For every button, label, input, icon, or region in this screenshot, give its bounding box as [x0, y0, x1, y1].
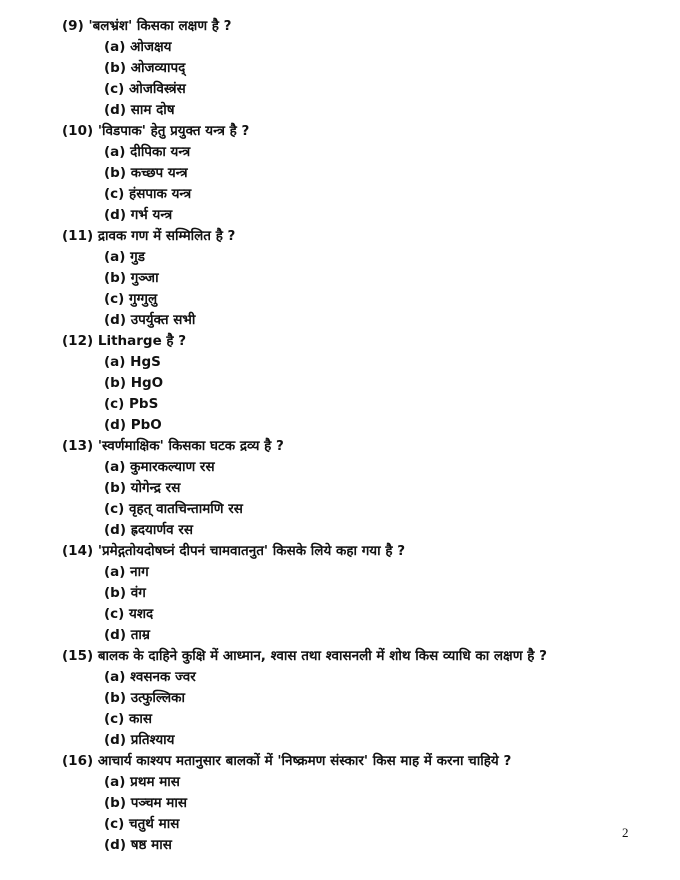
question-number: (11): [62, 228, 94, 244]
question-stem: 'विडपाक' हेतु प्रयुक्त यन्त्र है ?: [97, 123, 250, 139]
option-b[interactable]: (b) योगेन्द्र रस: [104, 480, 181, 496]
question-text: [62, 16, 662, 37]
option-a[interactable]: (a) दीपिका यन्त्र: [104, 144, 191, 160]
question-stem: 'स्वर्णमाक्षिक' किसका घटक द्रव्य है ?: [97, 438, 284, 454]
option-b[interactable]: (b) ओजव्यापद्: [104, 60, 186, 76]
option-b[interactable]: (b) पञ्चम मास: [104, 795, 187, 811]
option-c[interactable]: (c) हंसपाक यन्त्र: [104, 186, 192, 202]
question-12: [62, 331, 662, 436]
question-text: [62, 331, 662, 352]
option-a[interactable]: (a) HgS: [104, 354, 161, 370]
question-text: [62, 541, 662, 562]
option-c[interactable]: (c) कास: [104, 711, 153, 727]
question-stem: द्रावक गण में सम्मिलित है ?: [97, 228, 236, 244]
option-d[interactable]: (d) साम दोष: [104, 102, 175, 118]
question-number: (16): [62, 753, 94, 769]
option-b[interactable]: (b) वंग: [104, 585, 146, 601]
option-c[interactable]: (c) चतुर्थ मास: [104, 816, 180, 832]
option-d[interactable]: (d) ह्रदयार्णव रस: [104, 522, 193, 538]
question-9: [62, 16, 662, 121]
question-text: [62, 226, 662, 247]
question-10: [62, 121, 662, 226]
option-c[interactable]: (c) यशद: [104, 606, 154, 622]
question-text: [62, 646, 662, 667]
question-stem: Litharge है ?: [97, 333, 187, 349]
question-text: [62, 751, 662, 772]
question-15: [62, 646, 662, 751]
option-c[interactable]: (c) ओजविस्त्रंस: [104, 81, 186, 97]
question-list: [62, 16, 662, 856]
option-a[interactable]: (a) कुमारकल्याण रस: [104, 459, 215, 475]
option-a[interactable]: (a) प्रथम मास: [104, 774, 180, 790]
option-d[interactable]: (d) उपर्युक्त सभी: [104, 312, 196, 328]
question-number: (10): [62, 123, 94, 139]
question-text: [62, 436, 662, 457]
question-stem: 'प्रमेद्गतोयदोषघ्नं दीपनं चामवातनुत' किसके लिये कहा गया है ?: [97, 543, 406, 559]
option-c[interactable]: (c) वृहत् वातचिन्तामणि रस: [104, 501, 243, 517]
option-d[interactable]: (d) षष्ठ मास: [104, 837, 172, 853]
option-c[interactable]: (c) PbS: [104, 396, 159, 412]
option-d[interactable]: (d) PbO: [104, 417, 162, 433]
question-number: (13): [62, 438, 94, 454]
question-13: [62, 436, 662, 541]
question-number: (14): [62, 543, 94, 559]
question-number: (9): [62, 18, 84, 34]
option-b[interactable]: (b) HgO: [104, 375, 164, 391]
question-stem: बालक के दाहिने कुक्षि में आध्मान, श्वास तथा श्वासनली में शोथ किस व्याधि का लक्षण है ?: [97, 648, 547, 664]
option-a[interactable]: (a) श्वसनक ज्वर: [104, 669, 196, 685]
option-b[interactable]: (b) उत्फुल्लिका: [104, 690, 186, 706]
question-stem: आचार्य काश्यप मतानुसार बालकों में 'निष्क्रमण संस्कार' किस माह में करना चाहिये ?: [97, 753, 512, 769]
question-stem: 'बलभ्रंश' किसका लक्षण है ?: [88, 18, 232, 34]
option-b[interactable]: (b) कच्छप यन्त्र: [104, 165, 188, 181]
option-d[interactable]: (d) प्रतिश्याय: [104, 732, 175, 748]
option-d[interactable]: (d) ताम्र: [104, 627, 150, 643]
option-a[interactable]: (a) ओजक्षय: [104, 39, 172, 55]
page-number: 2: [622, 825, 629, 840]
option-d[interactable]: (d) गर्भ यन्त्र: [104, 207, 173, 223]
option-a[interactable]: (a) गुड: [104, 249, 145, 265]
question-text: [62, 121, 662, 142]
option-c[interactable]: (c) गुग्गुलु: [104, 291, 158, 307]
option-a[interactable]: (a) नाग: [104, 564, 149, 580]
option-b[interactable]: (b) गुञ्जा: [104, 270, 159, 286]
question-number: (12): [62, 333, 94, 349]
question-14: [62, 541, 662, 646]
question-number: (15): [62, 648, 94, 664]
question-11: [62, 226, 662, 331]
question-16: [62, 751, 662, 856]
